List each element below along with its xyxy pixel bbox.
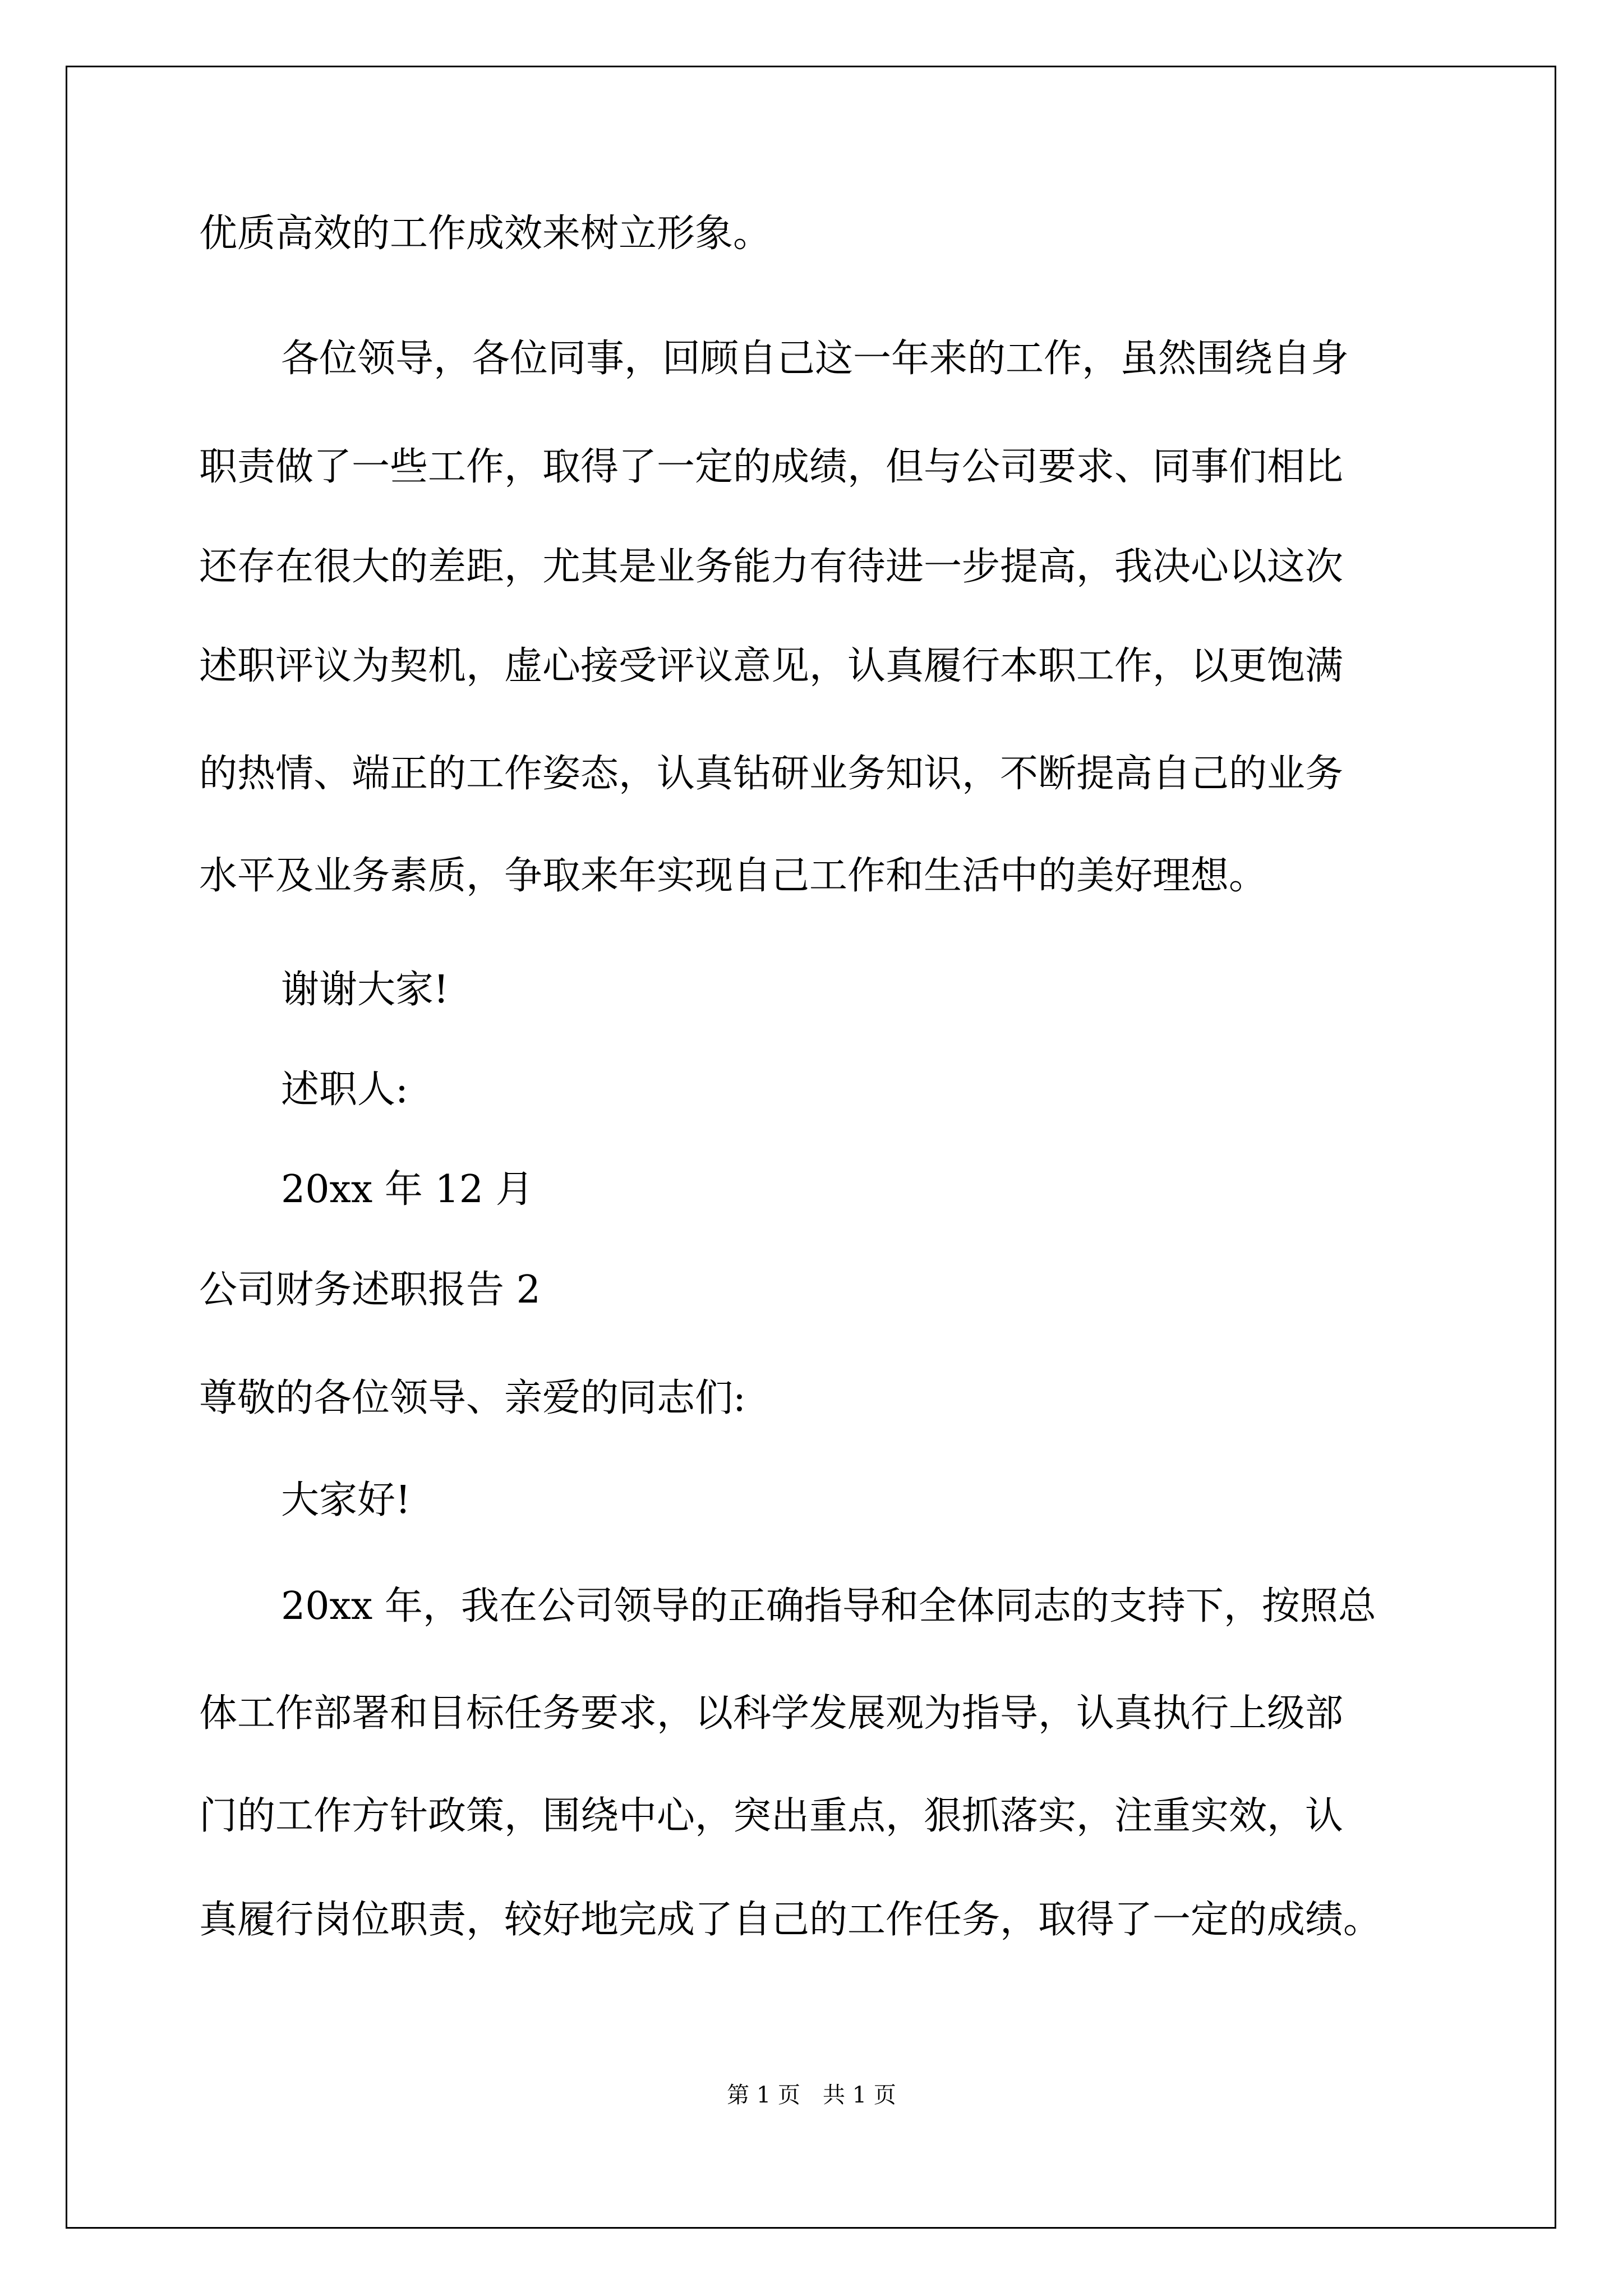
text-line: 的热情、端正的工作姿态，认真钻研业务知识，不断提高自己的业务 bbox=[199, 752, 1344, 796]
text-line: 门的工作方针政策，围绕中心，突出重点，狠抓落实，注重实效，认 bbox=[199, 1794, 1344, 1838]
text-line: 体工作部署和目标任务要求，以科学发展观为指导，认真执行上级部 bbox=[199, 1691, 1344, 1736]
text-line: 还存在很大的差距，尤其是业务能力有待进一步提高，我决心以这次 bbox=[199, 545, 1344, 589]
salutation: 尊敬的各位领导、亲爱的同志们: bbox=[199, 1376, 746, 1420]
text-line: 优质高效的工作成效来树立形象。 bbox=[199, 211, 772, 256]
thanks-line: 谢谢大家! bbox=[281, 968, 449, 1012]
text-line: 述职评议为契机，虚心接受评议意见，认真履行本职工作，以更饱满 bbox=[199, 644, 1344, 688]
greeting: 大家好! bbox=[281, 1478, 411, 1522]
text-line: 真履行岗位职责，较好地完成了自己的工作任务，取得了一定的成绩。 bbox=[199, 1898, 1382, 1942]
text-line: 职责做了一些工作，取得了一定的成绩，但与公司要求、同事们相比 bbox=[199, 445, 1344, 489]
text-line: 水平及业务素质，争取来年实现自己工作和生活中的美好理想。 bbox=[199, 854, 1267, 898]
date-line: 20xx 年 12 月 bbox=[281, 1167, 534, 1212]
reporter-line: 述职人: bbox=[281, 1068, 408, 1112]
section-title: 公司财务述职报告 2 bbox=[199, 1268, 541, 1312]
paragraph-start: 20xx 年，我在公司领导的正确指导和全体同志的支持下，按照总 bbox=[281, 1584, 1376, 1628]
paragraph-start: 各位领导，各位同事，回顾自己这一年来的工作，虽然围绕自身 bbox=[281, 337, 1349, 381]
page-footer: 第 1 页 共 1 页 bbox=[727, 2082, 896, 2108]
